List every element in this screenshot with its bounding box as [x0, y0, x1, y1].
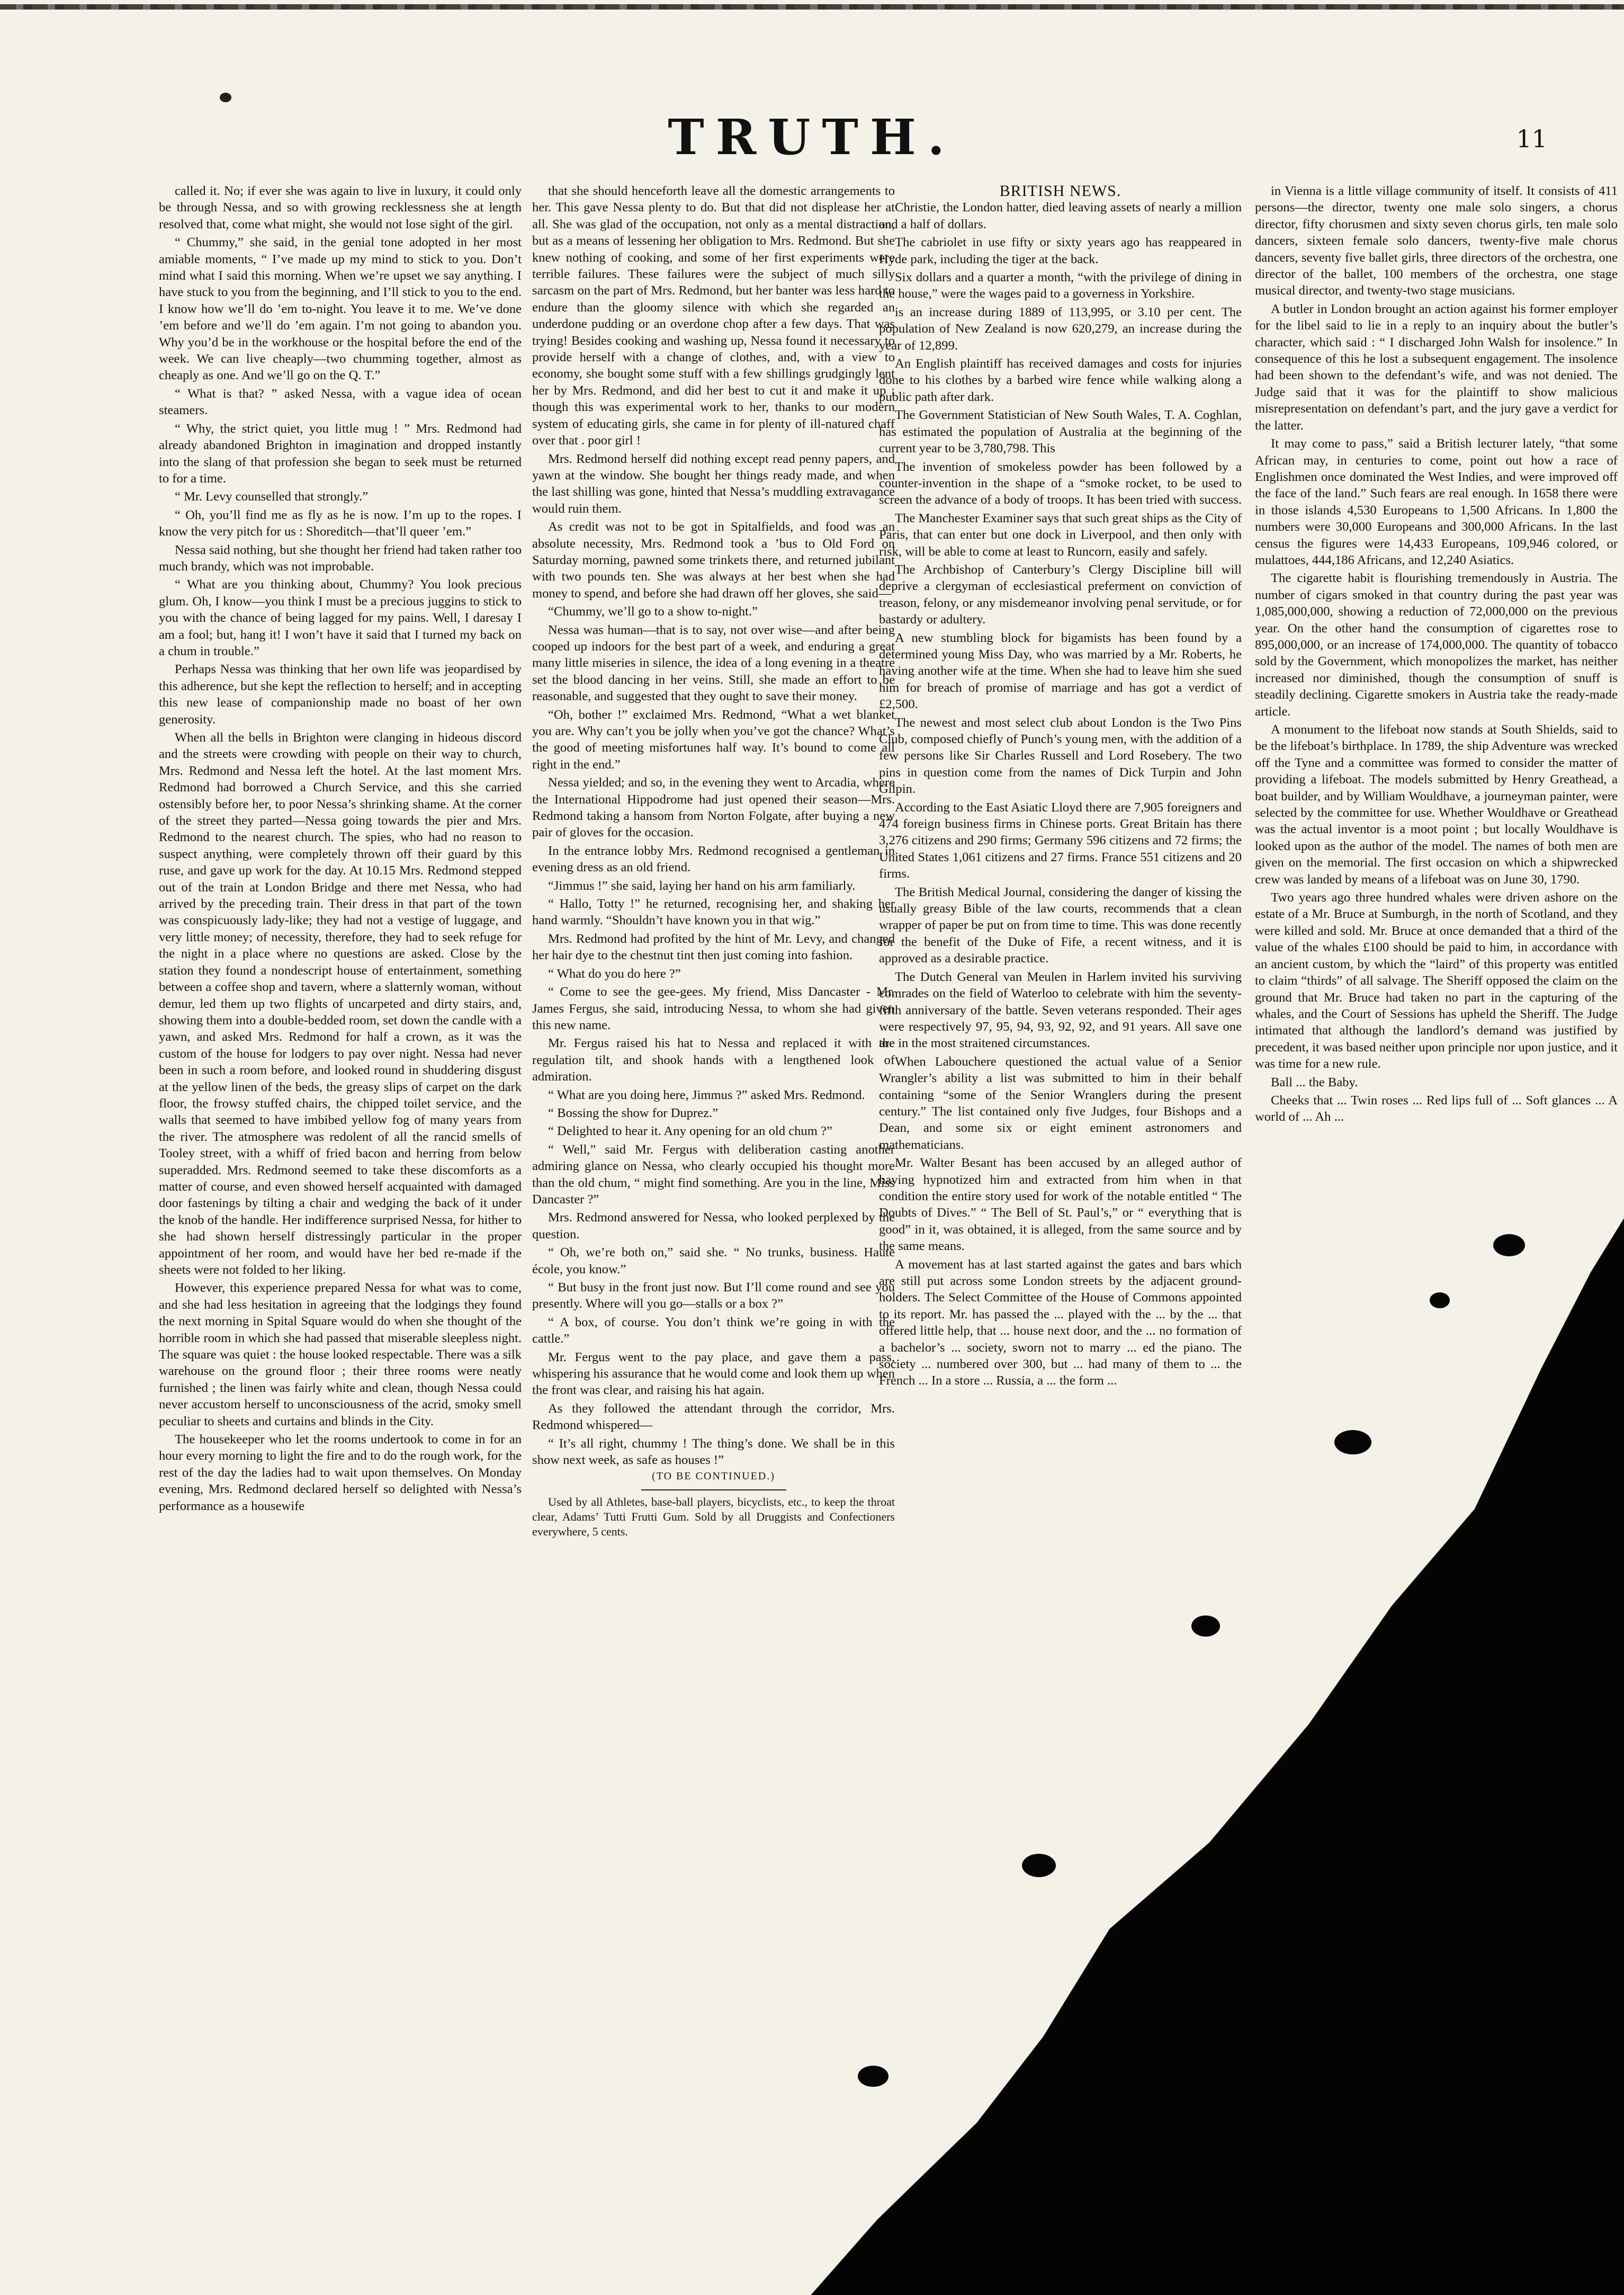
- news-item: The British Medical Journal, considering the danger of kissing the usually greasy Bible of the law courts, recommends that a clean wrapper of paper be put on from time to time. This was done recently for the benefit of the Duke of Fife, a recent witness, and it is approved as a desirable practice.: [879, 885, 1242, 966]
- news-item: The cigarette habit is flourishing tremendously in Austria. The number of cigars smoked in that country during the past year was 1,085,000,000, showing a reduction of 72,000,000 on the previous year. On the other hand the consumption of cigarettes rose to 895,000,000, or an increase of 174,000,000. The quantity of tobacco sold by the Government, which monopolizes the market, has neither increased nor diminished, though the consumption of snuff is steadily declining. Cigarette smokers in Austria take the ready-made article.: [1255, 571, 1618, 719]
- article-paragraph: When all the bells in Brighton were clanging in hideous discord and the streets were crowding with people on their way to church, Mrs. Redmond and Nessa left the hotel. At the last moment Mrs. Redmond had borrowed a Church Service, and this she carried ostensibly before her, to poor Nessa’s shrinking shame. At the corner of the street they parted—Nessa going towards the pier and Mrs. Redmond to the nearest church. The spies, who had no reason to suspect anything, were completely thrown off their guard by this ruse, and gave up work for the day. At 10.15 Mrs. Redmond stepped out of the train at London Bridge and there met Nessa, who had arrived by the preceding train. Their dress in that part of the town was conspicuously lady-like; they had not a vestige of luggage, and very little money; of necessity, therefore, they had to seek refuge for the night in a place where no questions are asked. Close by the station they found a nondescript house of entertainment, something between a coffee shop and tavern, where a slatternly woman, without demur, led them up two flights of uncarpeted and dirty stairs, and, showing them into a double-bedded room, set down the candle with a yawn, and asked Mrs. Redmond for half a crown, as it was the custom of the house for lodgers to pay over night. Nessa had never been in such a room before, and looked round in shuddering disgust at the yellow linen of the beds, the greasy slips of carpet on the dark floor, the frowsy stuffed chairs, the chipped toilet service, and the walls that seemed to have imbibed yellow fog of many years from the river. The atmosphere was redolent of all the rancid smells of Tooley street, with a whiff of fried bacon and herring from below superadded. Mrs. Redmond seemed to take these discomforts as a matter of course, and even showed herself acquainted with damaged door fastenings by tilting a chair and wedging the back of it under the knob of the handle. Her indifference surprised Nessa, for hither to she had shown herself distressingly particular in the proper appointment of her room, and would have her bed re-made if the sheets were not folded to her liking.: [159, 730, 522, 1277]
- article-paragraph: “Jimmus !” she said, laying her hand on his arm familiarly.: [548, 878, 856, 893]
- page-damage-speck: [1493, 1234, 1525, 1256]
- news-item: Mr. Walter Besant has been accused by an alleged author of having hypnotized him and extracted from him when in that condition the entire story used for work of the notable entitled “ The Doubts of Dives.” “ The Bell of St. Paul’s,” or “ everything that is good” in it, was obtained, it is alleged, from the same source and by the same means.: [879, 1156, 1242, 1254]
- news-item: An English plaintiff has received damages and costs for injuries done to his clothes by a barbed wire fence while walking along a public path after dark.: [879, 356, 1242, 404]
- article-paragraph: called it. No; if ever she was again to live in luxury, it could only be through Nessa, and so with growing recklessness she at length resolved that, come what might, she would not lose sight of the girl.: [159, 184, 522, 231]
- page-damage-speck: [1430, 1292, 1450, 1308]
- news-item: When Labouchere questioned the actual value of a Senior Wrangler’s ability a list was submitted to him in their behalf containing “some of the Senior Wranglers during the present century.” The list contained only five Judges, four Bishops and a Dean, and some six or eight eminent astronomers and mathematicians.: [879, 1054, 1242, 1152]
- news-item: The cabriolet in use fifty or sixty years ago has reappeared in Hyde park, including the tiger at the back.: [879, 235, 1242, 266]
- article-paragraph: “ Delighted to hear it. Any opening for an old chum ?”: [548, 1124, 832, 1139]
- news-item: Six dollars and a quarter a month, “with the privilege of dining in the house,” were the wages paid to a governess in Yorkshire.: [879, 270, 1242, 301]
- article-paragraph: Mr. Fergus went to the pay place, and gave them a pass, whispering his assurance that he would come and look them up when the front was clear, and raising his hat again.: [532, 1350, 895, 1398]
- article-paragraph: “ Come to see the gee-gees. My friend, Miss Dancaster - Mr. James Fergus, she said, introducing Nessa, to whom she had given this new name.: [532, 985, 895, 1032]
- article-paragraph: As they followed the attendant through the corridor, Mrs. Redmond whispered—: [532, 1401, 895, 1433]
- article-paragraph: Nessa said nothing, but she thought her friend had taken rather too much brandy, which was not improbable.: [159, 542, 522, 574]
- ink-smudge: [220, 93, 231, 102]
- article-paragraph: “ Well,” said Mr. Fergus with deliberation casting another admiring glance on Nessa, who clearly occupied his thought more than the old chum, “ might find something. Are you in the line, Miss Dancaster ?”: [532, 1142, 895, 1207]
- page-number: 11: [1516, 124, 1547, 153]
- article-paragraph: “Chummy, we’ll go to a show to-night.”: [548, 604, 758, 619]
- masthead: TRUTH.: [668, 109, 956, 166]
- article-paragraph: “ What do you do here ?”: [548, 966, 681, 981]
- column-3: [879, 183, 1242, 1931]
- article-paragraph: “ A box, of course. You don’t think we’re going in with the cattle.”: [532, 1315, 895, 1346]
- news-item: A new stumbling block for bigamists has been found by a determined young Miss Day, who was married by a Mr. Roberts, he having another wife at the time. When she had to leave him she sued him for breach of promise of marriage and has got a verdict of £2,500.: [879, 630, 1242, 712]
- article-paragraph: that she should henceforth leave all the domestic arrangements to her. This gave Nessa plenty to do. But that did not displease her at all. She was glad of the occupation, not only as a mental distraction, but as a means of lessening her obligation to Mrs. Redmond. But she knew nothing of cooking, and some of her first experiments were terrible failures. These failures were the subject of much silly sarcasm on the part of Mrs. Redmond, but her banter was less hard to endure than the gloomy silence with which she regarded an underdone pudding or an overdone chop after a few days. That was trying! Besides cooking and washing up, Nessa found it necessary to provide herself with a change of clothes, and, with a view to economy, she bought some stuff with a few shillings grudgingly lent her by Mrs. Redmond, and did her best to cut it and make it up ; though this was experimental work to her, thanks to our modern system of educating girls, she came in for plenty of ill-natured chaff over that . poor girl !: [532, 184, 895, 448]
- news-item: A butler in London brought an action against his former employer for the libel said to lie in a reply to an inquiry about the butler’s character, which said : “ I discharged John Walsh for insolence.” In consequence of this he lost a subsequent engagement. The insolence had been shown to the defendant’s wife, and was not denied. The Judge said that it was for the plaintiff to show malicious misrepresentation on defendant’s part, and the jury gave a verdict for the latter.: [1255, 301, 1618, 433]
- news-item: in Vienna is a little village community of itself. It consists of 411 persons—the director, twenty one male solo singers, a chorus director, fifty chorusmen and sixty seven chorus girls, ten male solo dancers, sixteen female solo dancers, twenty-five male chorus dancers, seventy five ballet girls, three directors of the orchestra, one director of the ballet, 100 members of the orchestra, one stage musical director, and twenty-two stage musicians.: [1255, 184, 1618, 298]
- page-damage-speck: [1334, 1430, 1371, 1454]
- news-item: The Government Statistician of New South Wales, T. A. Coghlan, has estimated the population of Australia at the beginning of the current year to be 3,780,798. This: [879, 408, 1242, 456]
- article-paragraph: “ Mr. Levy counselled that strongly.”: [175, 489, 369, 504]
- to-be-continued: (TO BE CONTINUED.): [652, 1470, 775, 1483]
- page-damage-speck: [1022, 1854, 1056, 1877]
- article-paragraph: However, this experience prepared Nessa for what was to come, and she had less hesitation in agreeing that the lodgings they found the next morning in Spital Square would do when she thought of the horrible room in which she had passed that miserable sleepless night. The square was quiet : the house looked respectable. There was a silk warehouse on the ground floor ; their three rooms were neatly furnished ; the linen was fairly white and clean, though Nessa could never accustom herself to unconsciousness of the acrid, smoky smell peculiar to sheets and curtains and blinds in the City.: [159, 1281, 522, 1428]
- article-paragraph: “ What are you thinking about, Chummy? You look precious glum. Oh, I know—you think I must be a precious juggins to stick to you with the chance of being lagged for my pains. Well, I daresay I am a fool; but, hang it! I won’t have it said that I turned my back on a chum in trouble.”: [159, 577, 522, 658]
- news-item: According to the East Asiatic Lloyd there are 7,905 foreigners and 474 foreign business firms in Chinese ports. Great Britain has there 3,276 citizens and 290 firms; Germany 596 citizens and 72 firms; the United States 1,061 citizens and 27 firms. France 551 citizens and 20 firms.: [879, 800, 1242, 881]
- article-paragraph: “ Chummy,” she said, in the genial tone adopted in her most amiable moments, “ I’ve made up my mind to stick to you. Don’t mind what I said this morning. When we’re upset we say anything. I have stuck to you from the beginning, and I’ll stick to you to the end. I know how we’ll do ’em to-night. You leave it to me. We’ve done ’em before and we’ll do ’em again. I’m not going to abandon you. Why you’d be in the workhouse or the hospital before the end of the week. We can live cheaply—two chumming together, almost as cheaply as one. And we’ll go on the Q. T.”: [159, 235, 522, 383]
- top-border-rule: [0, 4, 1624, 10]
- news-item: The Archbishop of Canterbury’s Clergy Discipline bill will deprive a clergyman of ecclesiastical preferment on conviction of treason, felony, or any misdemeanor involving penal servitude, or for bastardy or adultery.: [879, 562, 1242, 627]
- news-item: Christie, the London hatter, died leaving assets of nearly a million and a half of dollars.: [879, 200, 1242, 231]
- article-paragraph: “ Oh, you’ll find me as fly as he is now. I’m up to the ropes. I know the very pitch for us : Shoreditch—that’ll queer ’em.”: [159, 507, 522, 539]
- article-paragraph: “ Why, the strict quiet, you little mug ! ” Mrs. Redmond had already abandoned Brighton in imagination and dropped instantly into the slang of that profession she began to seek must be returned to for a time.: [159, 421, 522, 486]
- advertisement: Used by all Athletes, base-ball players, bicyclists, etc., to keep the throat clear, Adams’ Tutti Frutti Gum. Sold by all Druggists and Confectioners everywhere, 5 cents.: [532, 1495, 895, 1538]
- section-heading-british-news: BRITISH NEWS.: [999, 183, 1121, 200]
- article-paragraph: “Oh, bother !” exclaimed Mrs. Redmond, “What a wet blanket you are. Why can’t you be jolly when you’ve got the chance? What’s the good of meeting misfortunes half way. It’s bound to come all right in the end.”: [532, 707, 895, 772]
- article-paragraph: Mrs. Redmond answered for Nessa, who looked perplexed by the question.: [532, 1210, 895, 1242]
- divider: [641, 1489, 786, 1490]
- news-item: A monument to the lifeboat now stands at South Shields, said to be the lifeboat’s birthplace. In 1789, the ship Adventure was wrecked off the Tyne and a committee was formed to consider the matter of providing a lifeboat. The models submitted by Henry Greathead, a boat builder, and by William Wouldhave, a journeyman painter, were selected by the committee for use. Whether Wouldhave or Greathead was the actual inventor is a moot point ; but locally Wouldhave is looked upon as the author of the model. The names of both men are given on the memorial. The first occasion on which a shipwrecked crew was landed by means of a lifeboat was on June 30, 1790.: [1255, 722, 1618, 887]
- news-item: Ball ... the Baby.: [1271, 1075, 1358, 1090]
- article-paragraph: Mrs. Redmond herself did nothing except read penny papers, and yawn at the window. She bought her things ready made, and when the last shilling was gone, hinted that Nessa’s muddling extravagance would ruin them.: [532, 451, 895, 516]
- article-paragraph: “ What is that? ” asked Nessa, with a vague idea of ocean steamers.: [159, 386, 522, 418]
- article-paragraph: “ It’s all right, chummy ! The thing’s done. We shall be in this show next week, as safe as houses !”: [532, 1436, 895, 1468]
- column-2: [532, 183, 895, 2201]
- article-paragraph: “ Bossing the show for Duprez.”: [548, 1105, 719, 1120]
- news-item: It may come to pass,” said a British lecturer lately, “that some African may, in centuries to come, point out how a race of Englishmen once dominated the West Indies, and were improved off the face of the land.” Such fears are real enough. In 1658 there were in those islands 4,530 Europeans to 1,500 Africans. In 1,800 the numbers were 30,000 Europeans and 300,000 Africans. In the last census the figures were 14,433 Europeans, 109,946 colored, or mulattoes, 444,186 Africans, and 12,240 Asiatics.: [1255, 436, 1618, 567]
- news-item: A movement has at last started against the gates and bars which are still put across some London streets by the adjacent ground-holders. The Select Committee of the House of Commons appointed to its report. Mr. has passed the ... played with the ... by the ... that offered little help, that ... house next door, and the ... no formation of a bachelor’s ... society, sworn not to marry ... ed the piano. The society ... numbered over 300, but ... had many of them to ... the French ... In a store ... Russia, a ... the form ...: [879, 1257, 1242, 1388]
- article-paragraph: Perhaps Nessa was thinking that her own life was jeopardised by this adherence, but she kept the reflection to herself; and in accepting this new lease of companionship made no boast of her own generosity.: [159, 662, 522, 727]
- article-paragraph: “ Hallo, Totty !” he returned, recognising her, and shaking her hand warmly. “Shouldn’t have known you in that wig.”: [532, 897, 895, 928]
- news-item: The Dutch General van Meulen in Harlem invited his surviving comrades on the field of Waterloo to celebrate with him the seventy-fifth anniversary of the battle. Seven veterans responded. Their ages were respectively 97, 95, 94, 93, 92, 92, and 91 years. All save one are in the most straitened circumstances.: [879, 969, 1242, 1051]
- article-paragraph: As credit was not to be got in Spitalfields, and food was an absolute necessity, Mrs. Redmond took a ’bus to Old Ford on Saturday morning, pawned some trinkets there, and returned jubilant with two pounds ten. She was always at her best when she had money to spend, and before she had drawn off her gloves, she said—: [532, 520, 895, 601]
- news-item: Two years ago three hundred whales were driven ashore on the estate of a Mr. Bruce at Sumburgh, in the north of Scotland, and they were killed and sold. Mr. Bruce at once demanded that a third of the value of the whales £100 should be paid to him, in accordance with an ancient custom, by which the “laird” of this property was entitled to claim “thirds” of all salvage. The Sheriff opposed the claim on the ground that Mr. Bruce had taken no part in the capturing of the whales, and the Court of Sessions has upheld the Sheriff. The Judge intimated that although the landlord’s demand was justified by precedent, it was based neither upon principle nor upon justice, and it was time for a new rule.: [1255, 890, 1618, 1071]
- article-paragraph: The housekeeper who let the rooms undertook to come in for an hour every morning to light the fire and to do the rough work, for the rest of the day the ladies had to wait upon themselves. On Monday evening, Mrs. Redmond declared herself so delighted with Nessa’s performance as a housewife: [159, 1432, 522, 1513]
- article-paragraph: “ Oh, we’re both on,” said she. “ No trunks, business. Haute école, you know.”: [532, 1245, 895, 1276]
- page-damage-speck: [858, 2066, 889, 2087]
- news-item: is an increase during 1889 of 113,995, or 3.10 per cent. The population of New Zealand is now 620,279, an increase during the year of 12,899.: [879, 305, 1242, 353]
- article-paragraph: Mr. Fergus raised his hat to Nessa and replaced it with the regulation tilt, and shook hands with a lengthened look of admiration.: [532, 1036, 895, 1084]
- article-paragraph: “ What are you doing here, Jimmus ?” asked Mrs. Redmond.: [548, 1087, 865, 1102]
- column-1: [159, 183, 522, 2264]
- article-paragraph: Nessa was human—that is to say, not over wise—and after being cooped up indoors for the best part of a week, and enduring a great many little miseries in silence, the idea of a long evening in a theatre set the blood dancing in her veins. Still, she made an effort to be reasonable, and suggested that they ought to save their money.: [532, 622, 895, 704]
- article-paragraph: In the entrance lobby Mrs. Redmond recognised a gentleman in evening dress as an old friend.: [532, 843, 895, 875]
- news-item: Cheeks that ... Twin roses ... Red lips full of ... Soft glances ... A world of ... Ah ...: [1255, 1093, 1618, 1124]
- article-paragraph: Mrs. Redmond had profited by the hint of Mr. Levy, and changed her hair dye to the chestnut tint then just coming into fashion.: [532, 931, 895, 963]
- article-paragraph: “ But busy in the front just now. But I’ll come round and see you presently. Where will you go—stalls or a box ?”: [532, 1280, 895, 1311]
- news-item: The invention of smokeless powder has been followed by a counter-invention in the shape of a “smoke rocket, to be used to screen the advance of a body of troops. It has been tried with success.: [879, 459, 1242, 507]
- news-item: The newest and most select club about London is the Two Pins Club, composed chiefly of Punch’s young men, with the addition of a few persons like Sir Charles Russell and Lord Rosebery. The two pins in question come from the names of Dick Turpin and John Gilpin.: [879, 715, 1242, 797]
- news-item: The Manchester Examiner says that such great ships as the City of Paris, that can enter but one dock in Liverpool, and then only with risk, will be able to come at least to Runcorn, easily and safely.: [879, 511, 1242, 559]
- article-paragraph: Nessa yielded; and so, in the evening they went to Arcadia, where the International Hippodrome had just opened their season—Mrs. Redmond taking a hansom from Norton Folgate, after buying a new pair of gloves for the occasion.: [532, 775, 895, 840]
- page-damage-speck: [1191, 1615, 1220, 1637]
